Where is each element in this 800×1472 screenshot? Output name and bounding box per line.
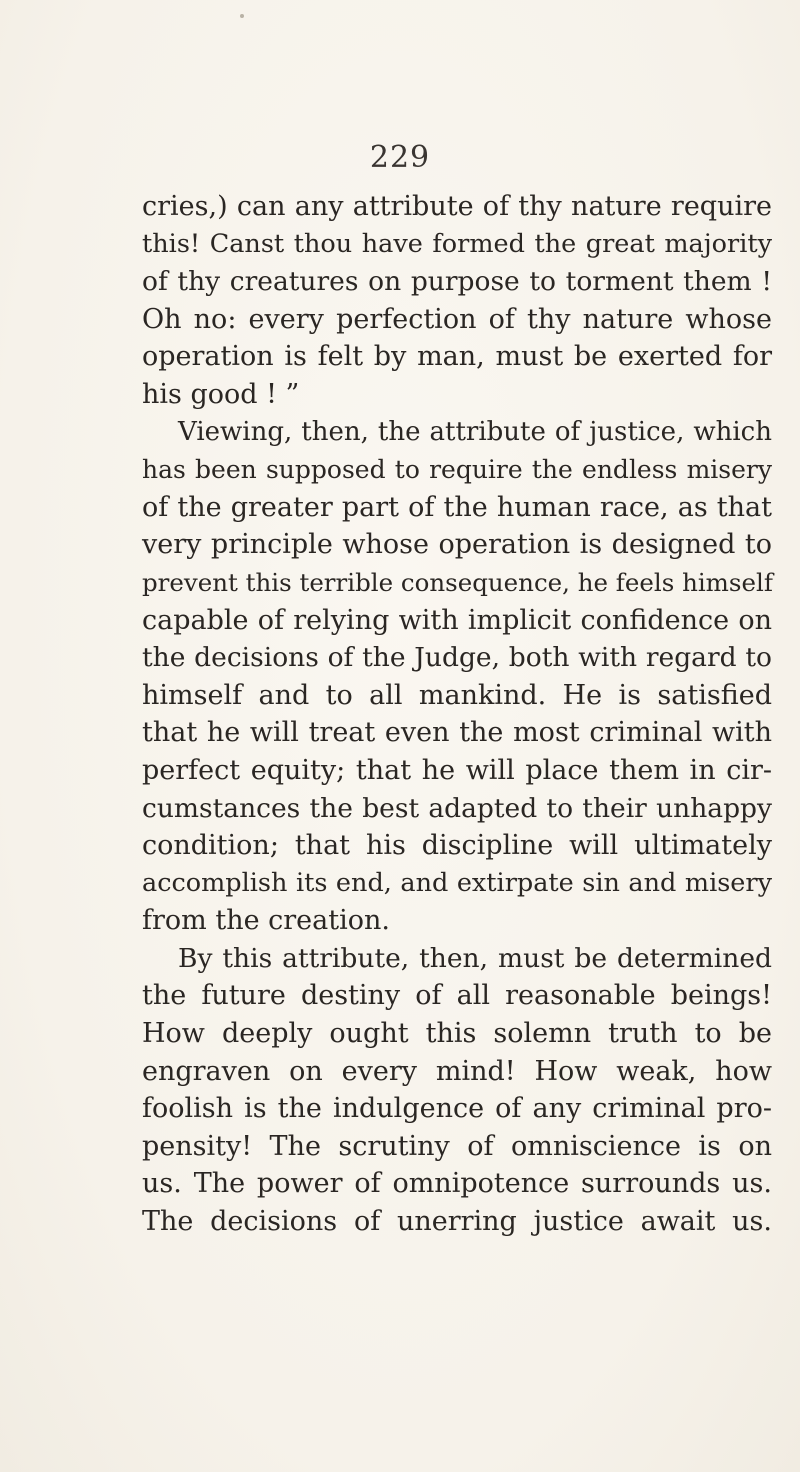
text-line: capable of relying with implicit confidence on <box>142 604 772 636</box>
paragraph-start-line: Viewing, then, the attribute of justice, which <box>178 416 772 447</box>
text-line: that he will treat even the most criminal with <box>142 717 772 749</box>
text-line: the decisions of the Judge, both with regard to <box>142 642 772 674</box>
text-line: very principle whose operation is designed to <box>142 529 772 561</box>
paper-speck <box>240 14 244 18</box>
text-line: us. The power of omnipotence surrounds us. <box>142 1168 772 1200</box>
page-number: 229 <box>369 140 431 175</box>
text-line: the future destiny of all reasonable beings! <box>142 980 772 1012</box>
text-line: foolish is the indulgence of any criminal pro- <box>142 1093 772 1125</box>
text-line: The decisions of unerring justice await us. <box>142 1206 772 1238</box>
text-line: himself and to all mankind. He is satisfied <box>142 679 772 711</box>
text-line: accomplish its end, and extirpate sin and misery <box>142 867 772 898</box>
text-line: of thy creatures on purpose to torment them ! <box>142 266 772 298</box>
text-line: perfect equity; that he will place them in cir- <box>142 754 772 786</box>
text-line: his good ! ” <box>142 378 300 410</box>
text-line: engraven on every mind! How weak, how <box>142 1055 772 1087</box>
text-line: Oh no: every perfection of thy nature whose <box>142 303 772 335</box>
text-line: of the greater part of the human race, as that <box>142 491 772 523</box>
text-line: condition; that his discipline will ultimately <box>142 830 772 862</box>
text-line: this! Canst thou have formed the great majority <box>142 228 772 259</box>
text-line: cries,) can any attribute of thy nature require <box>142 191 772 222</box>
text-line: has been supposed to require the endless misery <box>142 455 772 485</box>
paragraph-start-line: By this attribute, then, must be determined <box>178 942 772 974</box>
text-line: prevent this terrible consequence, he feels himself <box>142 567 773 597</box>
text-line: How deeply ought this solemn truth to be <box>142 1018 772 1050</box>
body-text <box>142 188 772 1241</box>
text-line: operation is felt by man, must be exerted for <box>142 341 772 373</box>
text-line: cumstances the best adapted to their unhappy <box>142 792 772 824</box>
text-line: from the creation. <box>142 905 390 937</box>
text-line: pensity! The scrutiny of omniscience is on <box>142 1130 772 1162</box>
